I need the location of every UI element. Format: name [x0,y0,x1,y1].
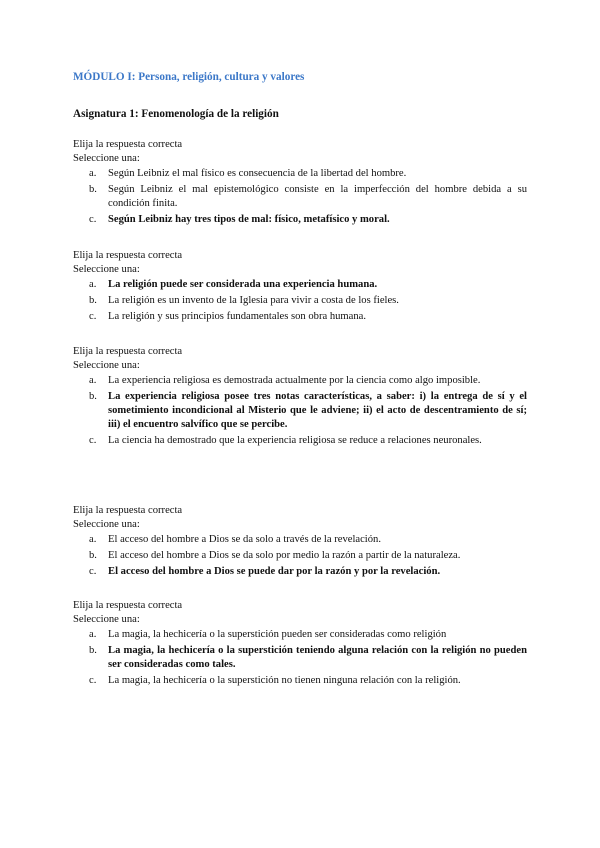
question-1 [73,138,527,229]
option-text: Según Leibniz el mal físico es consecuencia de la libertad del hombre. [108,168,407,179]
option-letter: a. [89,168,97,179]
option-c-correct[interactable] [73,213,527,227]
option-letter: a. [89,279,97,290]
option-b[interactable] [73,549,527,563]
subject-title: Asignatura 1: Fenomenología de la religión [73,108,279,120]
option-letter: c. [89,311,97,322]
option-letter: c. [89,435,97,446]
question-2 [73,249,527,326]
option-letter: b. [89,391,97,402]
options-list [73,533,527,579]
question-prompt: Elija la respuesta correcta [73,250,183,261]
option-b-correct[interactable] [73,390,527,432]
option-text: La experiencia religiosa es demostrada actualmente por la ciencia como algo imposible. [108,375,481,386]
option-text: Según Leibniz el mal epistemológico consiste en la imperfección del hombre debida a su condición finita. [108,184,527,209]
option-c[interactable] [73,674,527,688]
select-label: Seleccione una: [73,153,140,164]
option-a[interactable] [73,374,527,388]
option-text: El acceso del hombre a Dios se da solo a través de la revelación. [108,534,381,545]
option-text: La ciencia ha demostrado que la experiencia religiosa se reduce a relaciones neuronales. [108,435,482,446]
options-list [73,374,527,448]
option-text: La experiencia religiosa posee tres notas características, a saber: i) la entrega de sí y el sometimiento incondicional al Misterio que le adviene; ii) el acto de descentramiento de sí; iii) el encuentro salvífico que se percibe. [108,391,527,430]
option-letter: b. [89,645,97,656]
options-list [73,278,527,324]
question-prompt: Elija la respuesta correcta [73,505,183,516]
question-prompt: Elija la respuesta correcta [73,346,183,357]
option-a[interactable] [73,533,527,547]
question-prompt: Elija la respuesta correcta [73,600,183,611]
option-letter: c. [89,214,97,225]
option-letter: a. [89,534,97,545]
option-a[interactable] [73,628,527,642]
option-text: La religión puede ser considerada una experiencia humana. [108,279,378,290]
option-letter: a. [89,629,97,640]
option-text: La religión es un invento de la Iglesia para vivir a costa de los fieles. [108,295,399,306]
option-letter: b. [89,295,97,306]
option-a[interactable] [73,167,527,181]
option-text: La magia, la hechicería o la superstición teniendo alguna relación con la religión no pueden ser consideradas como tales. [108,645,527,670]
option-letter: c. [89,566,97,577]
option-c[interactable] [73,310,527,324]
option-text: La magia, la hechicería o la superstición pueden ser consideradas como religión [108,629,447,640]
select-label: Seleccione una: [73,519,140,530]
option-b[interactable] [73,294,527,308]
question-4 [73,504,527,581]
option-text: La religión y sus principios fundamentales son obra humana. [108,311,367,322]
option-c-correct[interactable] [73,565,527,579]
option-letter: c. [89,675,97,686]
question-5 [73,599,527,690]
option-b[interactable] [73,183,527,211]
question-3 [73,345,527,450]
question-prompt: Elija la respuesta correcta [73,139,183,150]
option-text: Según Leibniz hay tres tipos de mal: físico, metafísico y moral. [108,214,390,225]
option-letter: a. [89,375,97,386]
select-label: Seleccione una: [73,614,140,625]
select-label: Seleccione una: [73,264,140,275]
option-a-correct[interactable] [73,278,527,292]
option-text: El acceso del hombre a Dios se puede dar por la razón y por la revelación. [108,566,441,577]
module-title: MÓDULO I: Persona, religión, cultura y valores [73,71,305,83]
option-text: El acceso del hombre a Dios se da solo por medio la razón a partir de la naturaleza. [108,550,461,561]
options-list [73,628,527,688]
option-c[interactable] [73,434,527,448]
option-letter: b. [89,550,97,561]
option-b-correct[interactable] [73,644,527,672]
options-list [73,167,527,227]
select-label: Seleccione una: [73,360,140,371]
option-text: La magia, la hechicería o la superstición no tienen ninguna relación con la religión. [108,675,461,686]
option-letter: b. [89,184,97,195]
